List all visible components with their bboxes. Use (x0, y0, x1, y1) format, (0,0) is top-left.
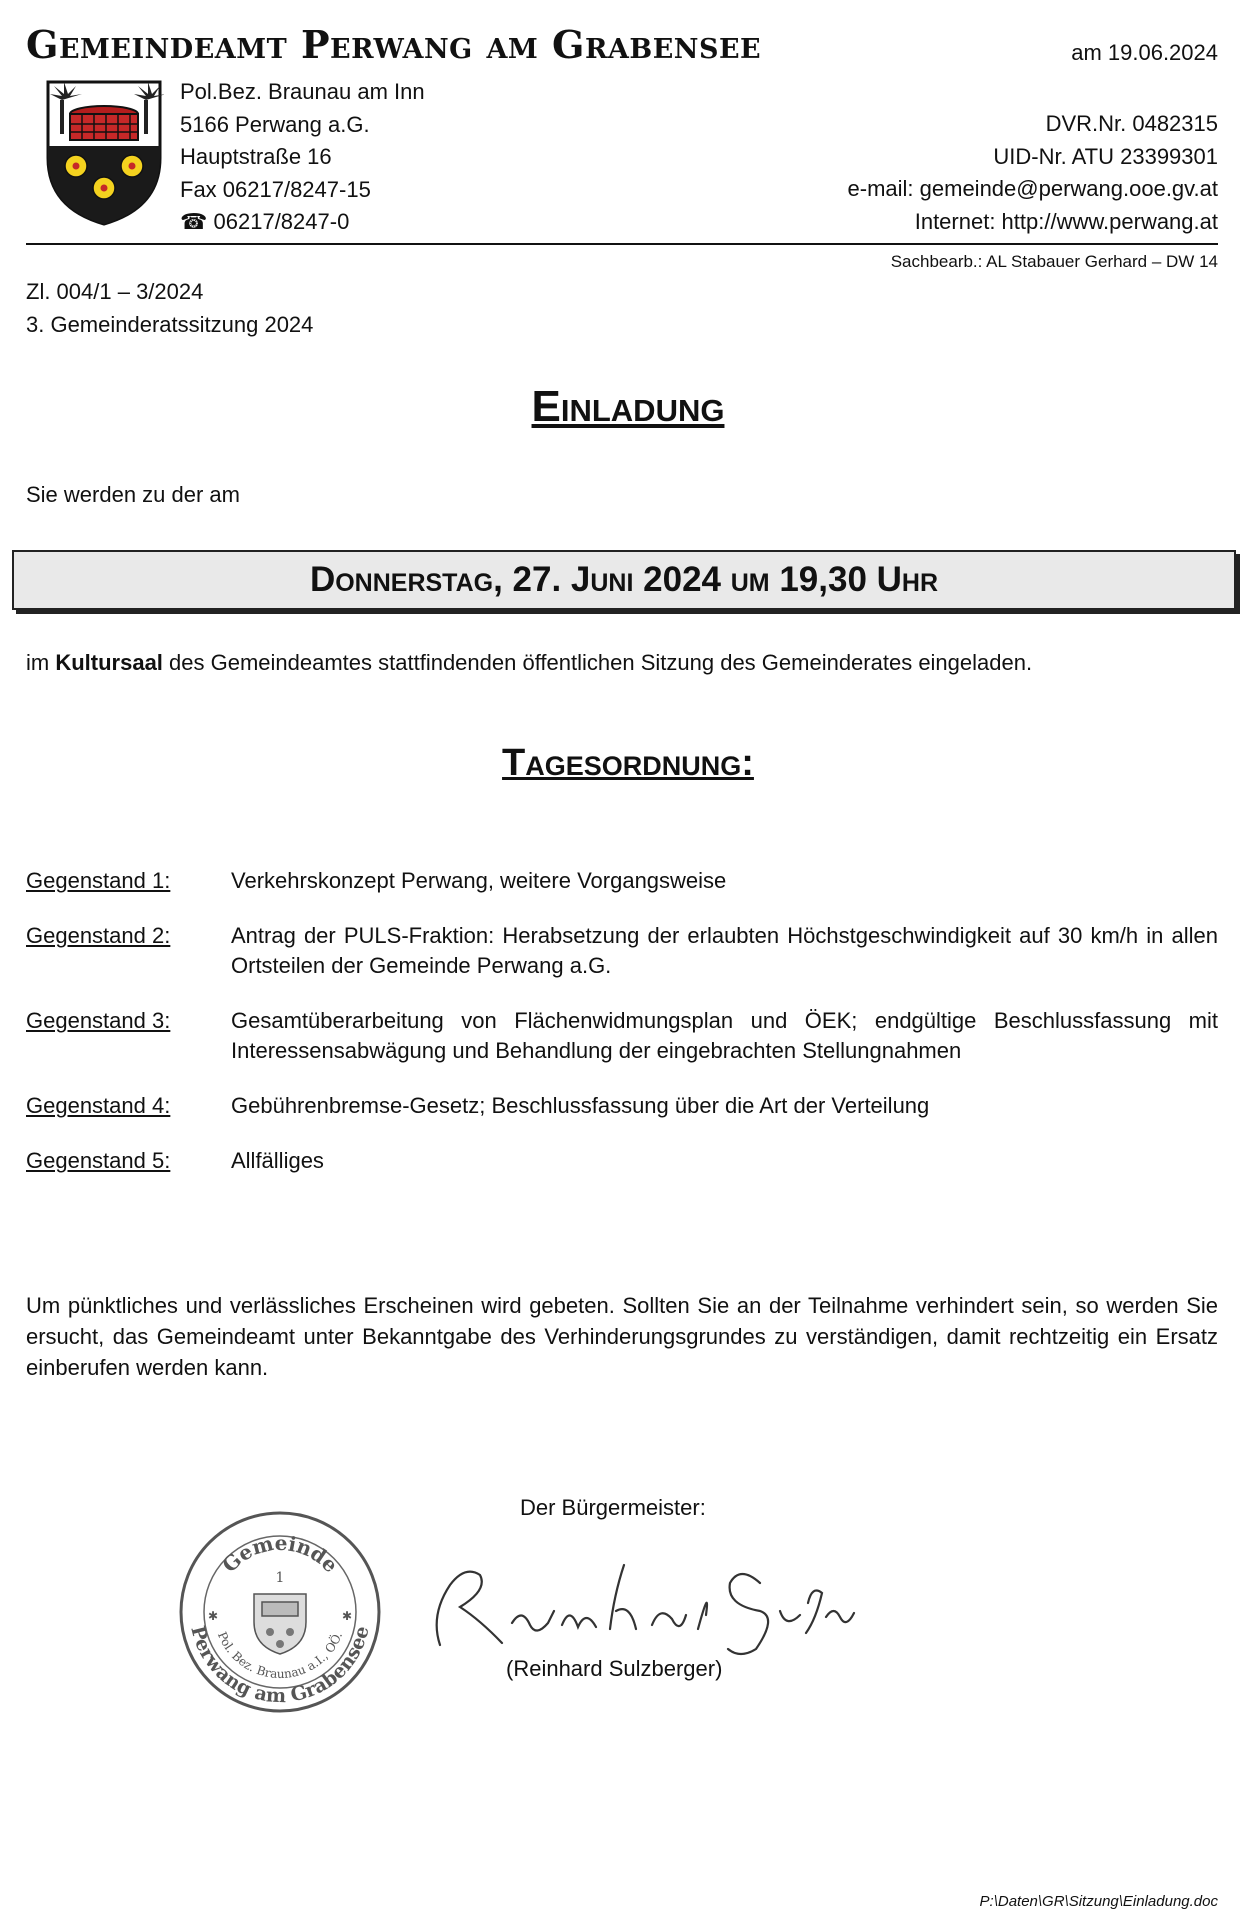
document-heading: Einladung (531, 382, 725, 431)
reference-block (26, 276, 313, 341)
address-line: Hauptstraße 16 (180, 144, 332, 169)
agenda-item-text: Allfälliges (231, 1148, 324, 1173)
venue-place: Kultursaal (55, 650, 163, 675)
case-officer: Sachbearb.: AL Stabauer Gerhard – DW 14 (890, 252, 1218, 271)
email-line: e-mail: gemeinde@perwang.ooe.gv.at (847, 176, 1218, 201)
agenda-item (26, 866, 1218, 896)
reference-number: Zl. 004/1 – 3/2024 (26, 279, 204, 304)
address-block (180, 76, 425, 239)
header-divider (26, 243, 1218, 245)
agenda-heading: Tagesordnung: (502, 742, 754, 784)
seal-ring-text: Perwang am Grabensee (186, 1623, 374, 1708)
venue-text (26, 650, 1032, 676)
coat-of-arms-icon (44, 78, 164, 228)
agenda-item-label: Gegenstand 1: (26, 868, 171, 893)
file-path: P:\Daten\GR\Sitzung\Einladung.doc (979, 1893, 1218, 1910)
svg-text:✱: ✱ (208, 1609, 219, 1623)
mayor-name: (Reinhard Sulzberger) (506, 1656, 723, 1681)
meeting-date-box (12, 550, 1236, 610)
closing-paragraph: Um pünktliches und verlässliches Erscheinen wird gebeten. Sollten Sie an der Teilnahme verhindert sein, so werden Sie ersucht, das Gemeindeamt unter Bekanntgabe des Verhinderungsgrundes zu verständigen, damit rechtzeitig ein Ersatz einberufen werden kann. (26, 1293, 1218, 1380)
internet-line: Internet: http://www.perwang.at (914, 208, 1218, 234)
venue-suffix: des Gemeindeamtes stattfindenden öffentlichen Sitzung des Gemeinderates eingeladen. (162, 650, 1033, 675)
agenda-item (26, 1006, 1218, 1066)
svg-text:✱: ✱ (342, 1609, 353, 1623)
venue-prefix: im (26, 650, 56, 675)
intro-text: Sie werden zu der am (26, 482, 240, 507)
contact-block (848, 108, 1218, 238)
address-line: Fax 06217/8247-15 (180, 176, 371, 202)
agenda-item-text: Gebührenbremse-Gesetz; Beschlussfassung über die Art der Verteilung (231, 1093, 930, 1118)
agenda-list (26, 866, 1218, 1201)
mayor-role: Der Bürgermeister: (520, 1495, 706, 1520)
agenda-item-label: Gegenstand 4: (26, 1093, 171, 1118)
municipal-seal-icon (178, 1510, 382, 1714)
dvr-number: DVR.Nr. 0482315 (1045, 111, 1218, 136)
agenda-item-label: Gegenstand 5: (26, 1148, 171, 1173)
agenda-item-text: Gesamtüberarbeitung von Flächenwidmungsplan und ÖEK; endgültige Beschlussfassung mit Interessensabwägung und Behandlung der eingebrachten Stellungnahmen (231, 1008, 1218, 1063)
agenda-item-label: Gegenstand 2: (26, 923, 171, 948)
seal-number: 1 (275, 1570, 285, 1586)
office-title: Gemeindeamt Perwang am Grabensee (26, 22, 762, 67)
agenda-item (26, 1091, 1218, 1121)
meeting-date: Donnerstag, 27. Juni 2024 um 19,30 Uhr (309, 560, 939, 599)
letter-date: am 19.06.2024 (1071, 40, 1218, 65)
session-title: 3. Gemeinderatssitzung 2024 (26, 311, 314, 337)
agenda-item (26, 921, 1218, 981)
address-line: Pol.Bez. Braunau am Inn (180, 79, 425, 104)
uid-number: UID-Nr. ATU 23399301 (993, 143, 1218, 169)
agenda-item-text: Verkehrskonzept Perwang, weitere Vorgangsweise (231, 868, 727, 893)
seal-inner-text: Pol. Bez. Braunau a.I., OÖ. (214, 1629, 346, 1682)
agenda-item (26, 1146, 1218, 1176)
agenda-item-label: Gegenstand 3: (26, 1008, 171, 1033)
address-line: 5166 Perwang a.G. (180, 111, 370, 137)
seal-top-text: Gemeinde (217, 1530, 343, 1578)
agenda-item-text: Antrag der PULS-Fraktion: Herabsetzung der erlaubten Höchstgeschwindigkeit auf 30 km/h in allen Ortsteilen der Gemeinde Perwang a.G. (231, 923, 1218, 978)
phone-line: ☎ 06217/8247-0 (180, 209, 350, 234)
